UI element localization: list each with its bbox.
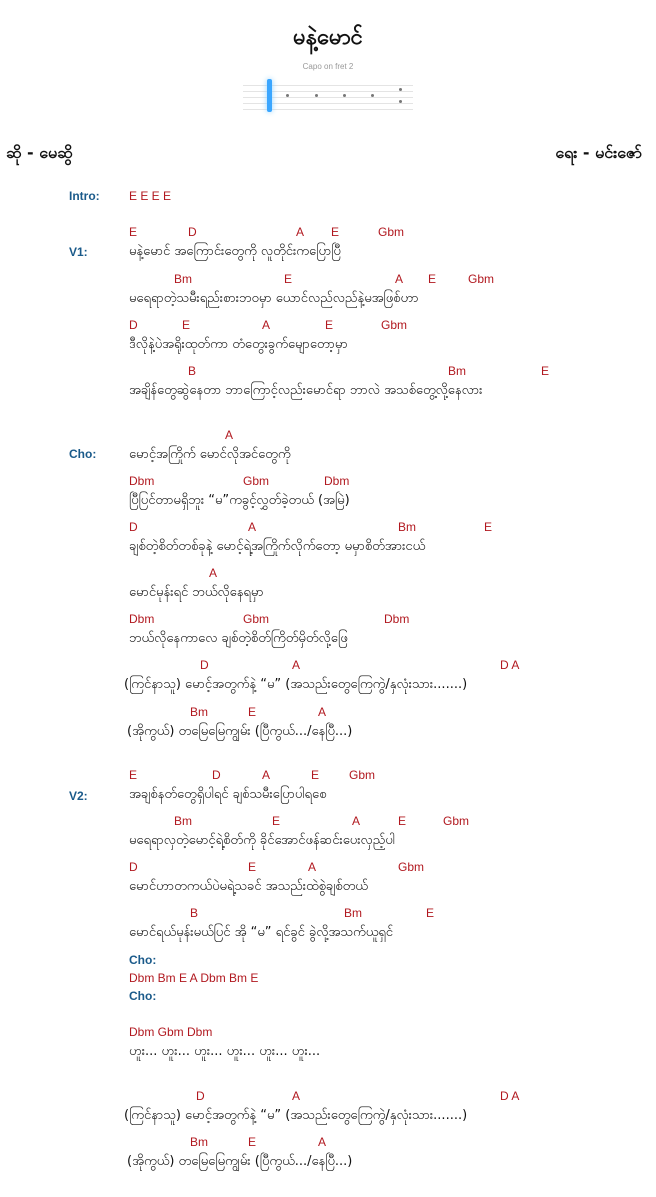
chord: D (129, 318, 138, 332)
chord: Bm (448, 364, 466, 378)
lyric-line: မောင့်အကြိုက် မောင်လိုအင်တွေကို (129, 447, 291, 462)
lyric-line: မနဲ့မောင် အကြောင်းတွေကို လူတိုင်းကပြောပြီ (129, 244, 341, 259)
lyric-line: ဘယ်လိုနေကာလေ ချစ်တဲ့စိတ်ကြိတ်မှိတ်လို့ဖြေ (129, 631, 348, 646)
chord: A (225, 428, 234, 442)
chord: B (188, 364, 197, 378)
chord: Gbm (381, 318, 408, 332)
chord: A (296, 225, 305, 239)
fret-dot-icon (315, 94, 318, 97)
chord: D (200, 658, 209, 672)
chord: D (129, 520, 138, 534)
chord: D (188, 225, 197, 239)
chord: Gbm (443, 814, 470, 828)
lyric-line: အချစ်နတ်တွေရှိပါရင် ချစ်သမီးပြောပါရစေ (129, 787, 327, 802)
chord: A (248, 520, 257, 534)
chord: Dbm (384, 612, 410, 626)
hum-chords: Dbm Gbm Dbm (129, 1025, 213, 1039)
chord: A (352, 814, 361, 828)
chord: A (318, 1135, 327, 1149)
chord: Gbm (468, 272, 495, 286)
lyric-line: ချစ်တဲ့စိတ်တစ်ခုနဲ့ မောင့်ရဲ့အကြိုက်လိုက်တော့ မမှာစိတ်အားငယ် (129, 539, 426, 554)
lyric-line: ဟူး... ဟူး... ဟူး... ဟူး... ဟူး... ဟူး... (129, 1044, 321, 1059)
capo-note: Capo on fret 2 (302, 62, 354, 71)
chord: A (262, 318, 271, 332)
verse2-label: V2: (69, 789, 88, 803)
chord: E (541, 364, 550, 378)
chorus-label: Cho: (69, 447, 97, 461)
fret-dot-icon (286, 94, 289, 97)
chord: E (248, 1135, 257, 1149)
lyric-line: မောင်ဟာတကယ်ပဲမရဲ့သခင် အသည်းထဲစွဲချစ်တယ် (129, 879, 368, 894)
chord: Bm (174, 814, 192, 828)
chord: Dbm (129, 612, 155, 626)
chord: B (190, 906, 199, 920)
chord: Gbm (243, 612, 270, 626)
lyric-line: ပြီပြင်တာမရှိဘူး “မ”ကခွင့်လွှတ်ခဲ့တယ် (အမြဲ) (129, 493, 350, 508)
chord: E (272, 814, 281, 828)
chord: Gbm (398, 860, 425, 874)
fret-dot-icon (399, 100, 402, 103)
chord: E (129, 768, 138, 782)
chord: Bm (344, 906, 362, 920)
lyric-line: မရေရာတဲ့သမီးရည်းစားဘဝမှာ ယောင်လည်လည်နဲ့မအဖြစ်ဟာ (129, 291, 419, 306)
chord: A (308, 860, 317, 874)
chord: D (212, 768, 221, 782)
chord: A (262, 768, 271, 782)
lyric-line: မောင်မုန်းရင် ဘယ်လိုနေရမှာ (129, 585, 264, 600)
chord: E (311, 768, 320, 782)
fret-dot-icon (371, 94, 374, 97)
chord: E (248, 705, 257, 719)
intro-chords: E E E E (129, 189, 172, 203)
chord: E (426, 906, 435, 920)
chord: Gbm (243, 474, 270, 488)
lyric-line: (ကြင်နာသူ) မောင့်အတွက်နဲ့ “မ” (အသည်းတွေကြေကွဲ/နှလုံးသား.......) (124, 1108, 468, 1123)
chorus-label: Cho: (129, 953, 157, 967)
lyric-line: အချိန်တွေဆွဲနေတာ ဘာကြောင့်လည်းမောင်ရာ ဘာလဲ အသစ်တွေ့လို့နေလား (129, 383, 483, 398)
chorus-label: Cho: (129, 989, 157, 1003)
chord: D A (500, 1089, 520, 1103)
lyric-line: ဒီလိုနဲ့ပဲအရိုးထုတ်ကာ တံတွေးခွက်မျောတော့မှာ (129, 337, 348, 352)
lyric-line: မရေရာလှတဲ့မောင့်ရဲ့စိတ်ကို ခိုင်အောင်ဖန်ဆင်းပေးလှည့်ပါ (129, 833, 395, 848)
chord: Dbm (129, 474, 155, 488)
chord: D A (500, 658, 520, 672)
singer-credit: ဆို - မေဆွိ (6, 143, 73, 162)
chord: Bm (398, 520, 416, 534)
chord: A (292, 1089, 301, 1103)
chord: A (292, 658, 301, 672)
chord: Dbm (324, 474, 350, 488)
chord: E (484, 520, 493, 534)
chord: Bm (190, 1135, 208, 1149)
verse1-label: V1: (69, 245, 88, 259)
chord-progression: Dbm Bm E A Dbm Bm E (129, 971, 259, 985)
capo-fretboard-diagram (243, 79, 413, 112)
intro-label: Intro: (69, 189, 100, 203)
chord: E (325, 318, 334, 332)
chord: Gbm (378, 225, 405, 239)
chord: E (182, 318, 191, 332)
chord: Gbm (349, 768, 376, 782)
capo-marker-icon (267, 79, 272, 112)
chord: Bm (190, 705, 208, 719)
chord: A (318, 705, 327, 719)
lyric-line: မောင်ရယ်မုန်းမယ်ပြင် အို “မ” ရင်ခွင် ခွဲလို့အသက်ယူရှင် (129, 925, 394, 940)
chord: D (196, 1089, 205, 1103)
song-title: မနဲ့မောင် (293, 25, 363, 50)
chord: Bm (174, 272, 192, 286)
chord: E (284, 272, 293, 286)
chord: E (129, 225, 138, 239)
fret-dot-icon (343, 94, 346, 97)
fret-dot-icon (399, 88, 402, 91)
writer-credit: ရေး - မင်းဇော် (555, 143, 642, 162)
chord: E (248, 860, 257, 874)
lyric-line: (ကြင်နာသူ) မောင့်အတွက်နဲ့ “မ” (အသည်းတွေကြေကွဲ/နှလုံးသား.......) (124, 677, 468, 692)
lyric-line: (အိုကွယ်) တမြေမြေကျွမ်း (ပြီကွယ်.../နေပြီ...) (127, 1154, 353, 1169)
lyric-line: (အိုကွယ်) တမြေမြေကျွမ်း (ပြီကွယ်.../နေပြီ...) (127, 724, 353, 739)
chord: E (428, 272, 437, 286)
chord: D (129, 860, 138, 874)
chord: E (398, 814, 407, 828)
chord: E (331, 225, 340, 239)
chord: A (209, 566, 218, 580)
chord: A (395, 272, 404, 286)
